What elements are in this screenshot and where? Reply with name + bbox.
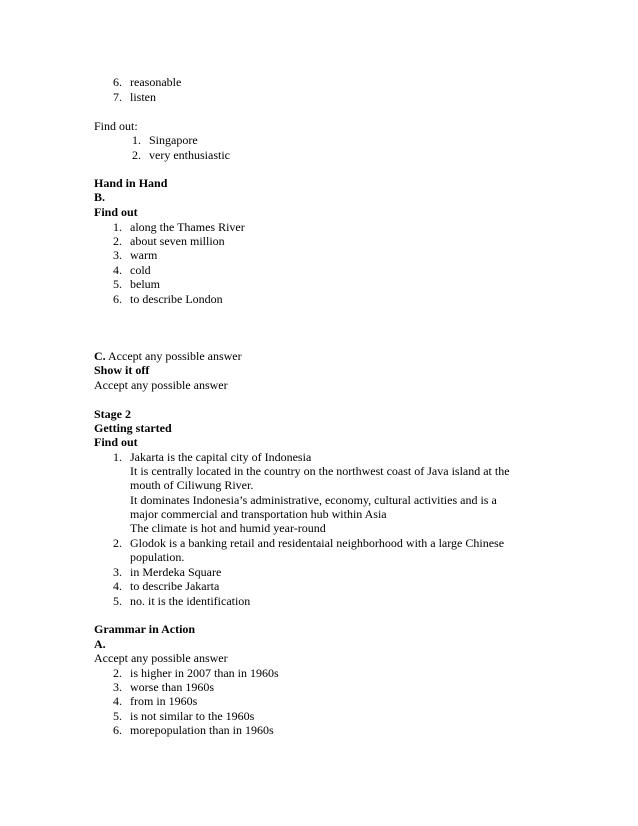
list-item: no. it is the identification xyxy=(130,594,251,608)
list-number: 3. xyxy=(113,565,122,579)
list-number: 6. xyxy=(113,723,122,737)
subheading: Find out xyxy=(94,205,138,219)
list-item-line: The climate is hot and humid year-round xyxy=(130,521,326,535)
list-number: 5. xyxy=(113,594,122,608)
list-number: 4. xyxy=(113,263,122,277)
section-heading: Grammar in Action xyxy=(94,622,196,636)
find-out-label: Find out: xyxy=(94,119,138,133)
list-number: 2. xyxy=(113,666,122,680)
list-item-line: It dominates Indonesia’s administrative, economy, cultural activities and is a xyxy=(130,493,497,507)
list-item: is not similar to the 1960s xyxy=(130,709,255,723)
list-item: worse than 1960s xyxy=(130,680,214,694)
list-item: is higher in 2007 than in 1960s xyxy=(130,666,279,680)
list-number: 6. xyxy=(113,292,122,306)
subheading: Show it off xyxy=(94,363,150,377)
list-number: 2. xyxy=(113,536,122,550)
list-item: about seven million xyxy=(130,234,225,248)
list-item: to describe London xyxy=(130,292,223,306)
list-item: very enthusiastic xyxy=(149,148,230,162)
section-c-text: Accept any possible answer xyxy=(105,349,242,363)
paragraph: Accept any possible answer xyxy=(94,651,228,665)
list-number: 4. xyxy=(113,694,122,708)
list-number: 5. xyxy=(113,709,122,723)
list-item: in Merdeka Square xyxy=(130,565,222,579)
section-c-line xyxy=(94,349,242,363)
list-item-line: Jakarta is the capital city of Indonesia xyxy=(130,450,312,464)
list-number: 5. xyxy=(113,277,122,291)
list-number: 1. xyxy=(132,133,141,147)
list-item: along the Thames River xyxy=(130,220,245,234)
list-item: morepopulation than in 1960s xyxy=(130,723,274,737)
section-label: A. xyxy=(94,637,106,651)
paragraph: Accept any possible answer xyxy=(94,378,228,392)
list-item: belum xyxy=(130,277,160,291)
list-item-line: mouth of Ciliwung River. xyxy=(130,478,254,492)
list-number: 7. xyxy=(113,90,122,104)
list-item: warm xyxy=(130,248,158,262)
list-number: 1. xyxy=(113,450,122,464)
list-item-line: population. xyxy=(130,550,185,564)
list-item: Singapore xyxy=(149,133,198,147)
section-heading: Stage 2 xyxy=(94,407,131,421)
list-item-line: major commercial and transportation hub within Asia xyxy=(130,507,387,521)
list-number: 2. xyxy=(113,234,122,248)
list-item: from in 1960s xyxy=(130,694,198,708)
list-number: 3. xyxy=(113,248,122,262)
list-item: cold xyxy=(130,263,151,277)
section-label: B. xyxy=(94,190,106,204)
list-item-line: It is centrally located in the country on the northwest coast of Java island at the xyxy=(130,464,510,478)
list-number: 2. xyxy=(132,148,141,162)
list-item-line: Glodok is a banking retail and residentaial neighborhood with a large Chinese xyxy=(130,536,505,550)
list-item: to describe Jakarta xyxy=(130,579,220,593)
list-number: 6. xyxy=(113,75,122,89)
list-number: 1. xyxy=(113,220,122,234)
section-heading: Hand in Hand xyxy=(94,176,168,190)
subheading: Getting started xyxy=(94,421,172,435)
list-item: listen xyxy=(130,90,156,104)
list-item: reasonable xyxy=(130,75,182,89)
list-number: 4. xyxy=(113,579,122,593)
subheading: Find out xyxy=(94,435,138,449)
list-number: 3. xyxy=(113,680,122,694)
section-label: C. xyxy=(94,349,106,363)
